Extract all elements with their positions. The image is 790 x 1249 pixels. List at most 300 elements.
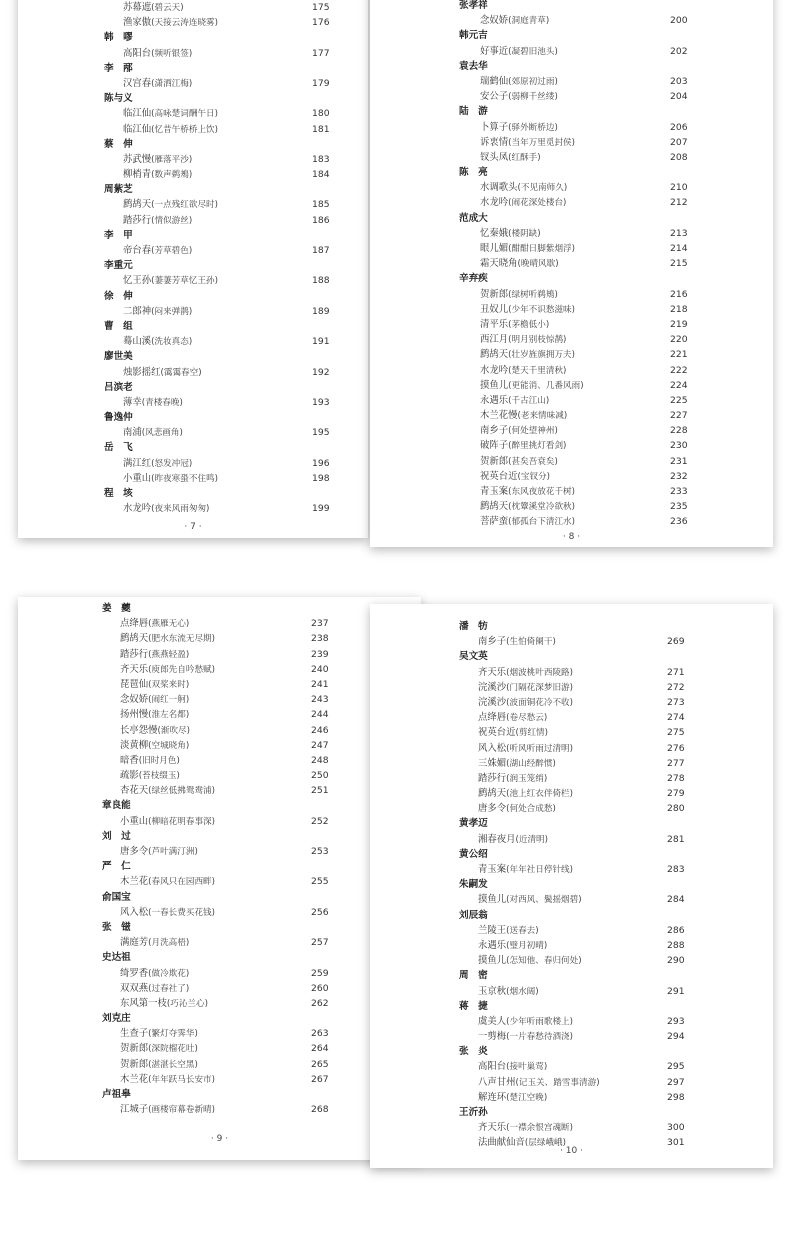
- toc-entry[interactable]: [18, 1026, 421, 1041]
- author-heading: 蔡 伸: [104, 138, 133, 150]
- entry-page-number: 207: [670, 136, 688, 148]
- entry-page-number: 210: [670, 182, 688, 194]
- toc-entry[interactable]: [370, 226, 773, 241]
- poem-title: 长亭怨慢: [120, 724, 158, 736]
- poem-title: 齐天乐: [478, 1122, 507, 1134]
- toc-entries: [18, 0, 368, 516]
- poem-first-line: (燕雁无心): [148, 619, 190, 630]
- toc-entry[interactable]: [370, 741, 773, 756]
- toc-entry[interactable]: [370, 438, 773, 453]
- author-heading: 张 镃: [102, 921, 131, 933]
- toc-entry[interactable]: [18, 197, 368, 212]
- toc-entry[interactable]: [18, 46, 368, 61]
- poem-title: 摸鱼儿: [478, 955, 507, 967]
- entry-page-number: 276: [667, 742, 685, 754]
- poem-title: 临江仙: [123, 108, 152, 120]
- poem-first-line: (层绿峨峨): [524, 1138, 566, 1149]
- poem-title: 摸鱼儿: [478, 894, 507, 906]
- poem-first-line: (卷尽愁云): [506, 713, 548, 724]
- entry-page-number: 259: [311, 967, 329, 979]
- poem-title: 水龙吟: [123, 503, 152, 515]
- toc-entry[interactable]: [370, 393, 773, 408]
- toc-entry[interactable]: [18, 631, 421, 646]
- entry-page-number: 248: [311, 754, 329, 766]
- poem-first-line: (酣酣日脚紫烟浮): [508, 244, 576, 254]
- author-heading: 李重元: [104, 260, 133, 272]
- toc-entry[interactable]: [370, 984, 773, 999]
- toc-entry[interactable]: [18, 273, 368, 288]
- toc-entry[interactable]: [18, 996, 421, 1011]
- author-heading: 俞国宝: [102, 891, 131, 903]
- author-heading: 岳 飞: [104, 442, 133, 454]
- toc-entry[interactable]: [370, 862, 773, 877]
- toc-entry[interactable]: [18, 334, 368, 349]
- entry-page-number: 286: [667, 924, 685, 936]
- toc-entry[interactable]: [18, 0, 368, 15]
- toc-entry[interactable]: [370, 423, 773, 438]
- poem-title: 风入松: [478, 742, 507, 754]
- poem-title: 浣溪沙: [478, 696, 507, 708]
- poem-first-line: (郁孤台下清江水): [508, 517, 576, 528]
- poem-first-line: (天接云涛连晓雾): [151, 18, 219, 29]
- toc-entry[interactable]: [370, 408, 773, 423]
- toc-entry[interactable]: [18, 425, 368, 440]
- toc-entry[interactable]: [18, 723, 421, 738]
- toc-entry[interactable]: [18, 1072, 421, 1087]
- poem-first-line: (双桨来时): [148, 679, 190, 690]
- toc-entry[interactable]: [370, 1029, 773, 1044]
- entry-page-number: 250: [311, 770, 329, 782]
- poem-first-line: (芳草碧色): [151, 246, 193, 256]
- author-heading: 李 邴: [104, 62, 133, 74]
- toc-entry[interactable]: [370, 378, 773, 393]
- entry-page-number: 181: [312, 123, 330, 135]
- entry-page-number: 179: [312, 77, 330, 89]
- poem-first-line: (庾郎先自吟愁赋): [148, 664, 216, 675]
- toc-entry[interactable]: [370, 74, 773, 89]
- poem-title: 江城子: [120, 1104, 149, 1116]
- poem-title: 点绛唇: [478, 712, 507, 724]
- toc-entry[interactable]: [18, 304, 368, 319]
- entry-page-number: 294: [667, 1031, 685, 1043]
- toc-entry[interactable]: [18, 783, 421, 798]
- poem-first-line: (对西风、鬓摇烟碧): [506, 895, 582, 906]
- poem-first-line: (明月别枝惊鹊): [508, 335, 567, 346]
- poem-first-line: (年年跃马长安市): [148, 1074, 216, 1085]
- entry-page-number: 293: [667, 1015, 685, 1027]
- toc-entry[interactable]: [18, 647, 421, 662]
- toc-entry[interactable]: [370, 287, 773, 302]
- entry-page-number: 301: [667, 1137, 685, 1149]
- poem-title: 摸鱼儿: [480, 379, 509, 391]
- poem-first-line: (青楼春晚): [141, 397, 183, 408]
- toc-entry[interactable]: [370, 302, 773, 317]
- poem-first-line: (润玉笼绡): [506, 773, 548, 784]
- poem-title: 淡黄柳: [120, 739, 149, 751]
- page-number: · 9 ·: [210, 1134, 229, 1144]
- poem-title: 鹧鸪天: [478, 788, 507, 800]
- poem-first-line: (情似游丝): [151, 215, 193, 226]
- entry-page-number: 192: [312, 366, 330, 378]
- entry-page-number: 235: [670, 501, 688, 513]
- poem-first-line: (频听银签): [151, 48, 193, 59]
- poem-first-line: (雁落平沙): [151, 154, 193, 165]
- toc-entry[interactable]: [18, 662, 421, 677]
- author-heading: 吴文英: [459, 651, 488, 663]
- poem-first-line: (一春长费买花钱): [148, 907, 216, 918]
- toc-entry[interactable]: [18, 122, 368, 137]
- toc-entry[interactable]: [18, 1057, 421, 1072]
- author-heading: 吕滨老: [104, 381, 133, 393]
- toc-entry[interactable]: [18, 395, 368, 410]
- author-heading: 史达祖: [102, 952, 131, 964]
- toc-entry[interactable]: [18, 692, 421, 707]
- poem-title: 兰陵王: [478, 924, 507, 936]
- entry-page-number: 218: [670, 303, 688, 315]
- toc-entry[interactable]: [18, 1041, 421, 1056]
- entry-page-number: 230: [670, 440, 688, 452]
- toc-entry[interactable]: [18, 707, 421, 722]
- toc-entry[interactable]: [18, 106, 368, 121]
- poem-first-line: (当年万里觅封侯): [508, 137, 576, 148]
- poem-first-line: (茅檐低小): [508, 319, 550, 330]
- toc-entry[interactable]: [370, 695, 773, 710]
- entry-page-number: 295: [667, 1061, 685, 1073]
- poem-first-line: (楚江空晚): [506, 1092, 548, 1103]
- entry-page-number: 208: [670, 151, 688, 163]
- poem-title: 贺新郎: [480, 455, 509, 467]
- entry-page-number: 185: [312, 199, 330, 211]
- poem-first-line: (一襟余恨宫魂断): [506, 1123, 574, 1134]
- poem-title: 琵琶仙: [120, 678, 149, 690]
- toc-entry[interactable]: [370, 771, 773, 786]
- toc-entry[interactable]: [370, 923, 773, 938]
- entry-page-number: 291: [667, 985, 685, 997]
- poem-title: 苏幕遮: [123, 2, 152, 13]
- poem-first-line: (高咏楚词酬午日): [151, 109, 219, 120]
- poem-title: 青玉案: [480, 486, 509, 497]
- toc-entry[interactable]: [18, 365, 368, 380]
- toc-entry[interactable]: [18, 738, 421, 753]
- poem-title: 丑奴儿: [480, 303, 509, 315]
- entry-page-number: 227: [670, 410, 688, 422]
- toc-entry[interactable]: [370, 347, 773, 362]
- poem-first-line: (听风听雨过清明): [506, 743, 574, 754]
- author-heading: 刘辰翁: [459, 909, 488, 921]
- poem-first-line: (郊原初过雨): [508, 76, 558, 87]
- poem-first-line: (近清明): [515, 834, 549, 845]
- poem-title: 一剪梅: [478, 1031, 507, 1043]
- toc-entry[interactable]: [370, 1059, 773, 1074]
- poem-first-line: (昨夜寒蛩不住鸣): [151, 473, 219, 484]
- poem-title: 安公子: [480, 91, 509, 103]
- entry-page-number: 251: [311, 785, 329, 797]
- poem-first-line: (夜来风雨匆匆): [151, 504, 210, 515]
- toc-entry[interactable]: [370, 317, 773, 332]
- poem-first-line: (何处望神州): [508, 426, 558, 437]
- poem-title: 小重山: [123, 472, 152, 484]
- toc-entry[interactable]: [18, 844, 421, 859]
- toc-entry[interactable]: [370, 469, 773, 484]
- toc-entry[interactable]: [18, 501, 368, 516]
- toc-entry[interactable]: [370, 499, 773, 514]
- toc-entry[interactable]: [18, 616, 421, 631]
- poem-title: 西江月: [480, 334, 509, 346]
- poem-first-line: (门隔花深梦旧游): [506, 682, 574, 693]
- toc-entry[interactable]: [18, 471, 368, 486]
- entry-page-number: 196: [312, 457, 330, 469]
- toc-entry[interactable]: [370, 1075, 773, 1090]
- toc-entry[interactable]: [370, 120, 773, 135]
- poem-first-line: (东风夜放花千树): [508, 487, 576, 497]
- toc-page-9: [18, 597, 421, 1160]
- author-heading: 黄公绍: [459, 848, 488, 860]
- poem-first-line: (柳暗花明春事深): [148, 816, 216, 827]
- page-number: · 7 ·: [184, 522, 202, 532]
- toc-entry[interactable]: [370, 725, 773, 740]
- entry-page-number: 278: [667, 772, 685, 784]
- toc-entry[interactable]: [370, 938, 773, 953]
- entry-page-number: 187: [312, 245, 330, 256]
- entry-page-number: 300: [667, 1122, 685, 1134]
- poem-title: 薄幸: [123, 396, 142, 408]
- toc-entry[interactable]: [18, 15, 368, 30]
- toc-entry[interactable]: [370, 786, 773, 801]
- entry-page-number: 228: [670, 425, 688, 437]
- poem-first-line: (甚矣吾衰矣): [508, 456, 558, 467]
- author-heading: 陆 游: [459, 106, 488, 118]
- poem-first-line: (闹红一舸): [148, 695, 190, 706]
- author-heading: 张孝祥: [459, 0, 488, 11]
- toc-entry[interactable]: [18, 243, 368, 258]
- poem-title: 永遇乐: [480, 394, 509, 406]
- poem-title: 鹧鸪天: [480, 501, 509, 513]
- entry-page-number: 273: [667, 696, 685, 708]
- author-heading: 严 仁: [102, 861, 131, 873]
- poem-first-line: (生怕倚阑干): [506, 637, 556, 648]
- page-number: · 8 ·: [562, 532, 581, 542]
- entry-page-number: 279: [667, 788, 685, 800]
- toc-entry[interactable]: [370, 484, 773, 499]
- toc-entry[interactable]: [370, 953, 773, 968]
- entry-page-number: 176: [312, 17, 330, 29]
- toc-entry[interactable]: [18, 874, 421, 889]
- entry-page-number: 280: [667, 803, 685, 815]
- poem-first-line: (波面铜花冷不收): [506, 697, 574, 708]
- poem-first-line: (送春去): [506, 925, 539, 936]
- poem-title: 二郎神: [123, 305, 152, 317]
- poem-first-line: (老来情味减): [517, 411, 568, 422]
- toc-entry[interactable]: [370, 832, 773, 847]
- entry-page-number: 219: [670, 318, 688, 330]
- poem-first-line: (闹花深处楼台): [508, 198, 567, 209]
- poem-title: 木兰花: [120, 1073, 149, 1085]
- entry-page-number: 246: [311, 724, 329, 736]
- entry-page-number: 189: [312, 305, 330, 317]
- poem-title: 瑞鹤仙: [480, 75, 509, 87]
- poem-title: 鹧鸪天: [120, 633, 149, 645]
- entry-page-number: 214: [670, 243, 688, 254]
- toc-entry[interactable]: [370, 801, 773, 816]
- poem-first-line: (壮岁旌旗拥万夫): [508, 350, 576, 361]
- entry-page-number: 195: [312, 427, 330, 439]
- poem-first-line: (千古江山): [508, 395, 550, 406]
- poem-title: 满庭芳: [120, 937, 149, 949]
- toc-entry[interactable]: [18, 1102, 421, 1117]
- entry-page-number: 183: [312, 153, 330, 165]
- poem-first-line: (不见南师久): [517, 183, 568, 194]
- author-heading: 鲁逸仲: [104, 412, 133, 424]
- author-heading: 韩元吉: [459, 30, 488, 42]
- toc-entry[interactable]: [370, 180, 773, 195]
- toc-entry[interactable]: [370, 710, 773, 725]
- toc-entry[interactable]: [18, 753, 421, 768]
- entry-page-number: 175: [312, 2, 330, 13]
- author-heading: 潘 牥: [459, 621, 488, 632]
- toc-entry[interactable]: [370, 892, 773, 907]
- toc-entry[interactable]: [370, 634, 773, 649]
- poem-title: 双双燕: [120, 982, 149, 994]
- toc-entry[interactable]: [370, 89, 773, 104]
- entry-page-number: 256: [311, 906, 329, 918]
- poem-first-line: (一片春愁待酒浇): [506, 1032, 574, 1043]
- toc-entry[interactable]: [18, 76, 368, 91]
- toc-entry[interactable]: [370, 1014, 773, 1029]
- entry-page-number: 281: [667, 833, 685, 845]
- entry-page-number: 233: [670, 486, 688, 497]
- toc-entry[interactable]: [370, 44, 773, 59]
- entry-page-number: 200: [670, 15, 688, 27]
- poem-title: 临江仙: [123, 123, 152, 135]
- toc-entry[interactable]: [370, 13, 773, 28]
- toc-entry[interactable]: [370, 150, 773, 165]
- author-heading: 曹 组: [104, 320, 133, 332]
- toc-page-7: [18, 0, 368, 538]
- toc-entry[interactable]: [18, 167, 368, 182]
- poem-title: 点绛唇: [120, 618, 149, 630]
- author-heading: 陈与义: [104, 93, 133, 105]
- toc-entry[interactable]: [370, 756, 773, 771]
- poem-first-line: (渐吹尽): [157, 725, 191, 736]
- poem-title: 渔家傲: [123, 17, 152, 29]
- entry-page-number: 232: [670, 470, 688, 482]
- toc-entry[interactable]: [18, 905, 421, 920]
- entry-page-number: 236: [670, 516, 688, 528]
- toc-entry[interactable]: [18, 213, 368, 228]
- poem-title: 贺新郎: [120, 1043, 149, 1055]
- entry-page-number: 193: [312, 396, 330, 408]
- poem-title: 永遇乐: [478, 939, 507, 951]
- poem-first-line: (深院榴花吐): [148, 1044, 198, 1055]
- entry-page-number: 260: [311, 982, 329, 994]
- poem-title: 踏莎行: [120, 648, 149, 660]
- poem-title: 苏武慢: [123, 153, 152, 165]
- toc-entry[interactable]: [18, 152, 368, 167]
- entry-page-number: 265: [311, 1058, 329, 1070]
- poem-first-line: (芦叶满汀洲): [148, 847, 198, 857]
- toc-entry[interactable]: [18, 966, 421, 981]
- toc-entry[interactable]: [370, 135, 773, 150]
- toc-entry[interactable]: [370, 241, 773, 256]
- toc-entry[interactable]: [18, 677, 421, 692]
- author-heading: 程 垓: [104, 488, 133, 499]
- entry-page-number: 290: [667, 955, 685, 967]
- poem-title: 齐天乐: [120, 663, 149, 675]
- poem-first-line: (楼阴缺): [508, 228, 541, 239]
- toc-entry[interactable]: [370, 680, 773, 695]
- toc-entry[interactable]: [370, 454, 773, 469]
- poem-title: 唐多令: [478, 803, 507, 815]
- entry-page-number: 191: [312, 336, 330, 348]
- toc-entry[interactable]: [18, 935, 421, 950]
- toc-entry[interactable]: [370, 363, 773, 378]
- entry-page-number: 186: [312, 214, 330, 226]
- entry-page-number: 198: [312, 472, 330, 484]
- toc-entry[interactable]: [370, 1120, 773, 1135]
- poem-title: 南乡子: [480, 425, 509, 437]
- toc-entry[interactable]: [18, 814, 421, 829]
- poem-title: 绮罗香: [120, 967, 149, 979]
- poem-title: 木兰花: [120, 876, 149, 888]
- poem-first-line: (潇洒江梅): [151, 78, 193, 89]
- entry-page-number: 199: [312, 503, 330, 515]
- entry-page-number: 204: [670, 91, 688, 103]
- toc-entry[interactable]: [18, 981, 421, 996]
- entry-page-number: 215: [670, 258, 688, 270]
- entry-page-number: 277: [667, 757, 685, 769]
- author-heading: 周 密: [459, 970, 488, 982]
- poem-first-line: (苔枝缀玉): [138, 771, 180, 782]
- toc-entry[interactable]: [370, 514, 773, 529]
- toc-entry[interactable]: [370, 1090, 773, 1105]
- poem-first-line: (风悲画角): [141, 428, 183, 439]
- entry-page-number: 269: [667, 636, 685, 648]
- entry-page-number: 220: [670, 334, 688, 346]
- author-heading: 章良能: [102, 800, 131, 812]
- poem-title: 风入松: [120, 906, 149, 918]
- entry-page-number: 275: [667, 727, 685, 739]
- toc-page-10: [370, 604, 773, 1168]
- poem-first-line: (怒发冲冠): [151, 458, 193, 469]
- toc-entry[interactable]: [370, 332, 773, 347]
- entry-page-number: 264: [311, 1043, 329, 1055]
- poem-first-line: (旧时月色): [138, 755, 180, 766]
- author-heading: 徐 伸: [104, 290, 133, 302]
- entry-page-number: 225: [670, 394, 688, 406]
- author-heading: 卢祖皋: [102, 1089, 131, 1100]
- poem-first-line: (醉里挑灯看剑): [508, 441, 567, 452]
- toc-entry[interactable]: [370, 665, 773, 680]
- toc-entry[interactable]: [18, 456, 368, 471]
- entry-page-number: 255: [311, 876, 329, 888]
- toc-entry[interactable]: [370, 256, 773, 271]
- toc-page-8: [370, 0, 773, 547]
- poem-first-line: (绿树听鹈鴂): [508, 289, 558, 300]
- entry-page-number: 272: [667, 681, 685, 693]
- poem-first-line: (湖山经醉惯): [506, 758, 556, 769]
- poem-first-line: (萋萋芳草忆王孙): [151, 276, 219, 287]
- entry-page-number: 298: [667, 1091, 685, 1103]
- toc-entry[interactable]: [370, 195, 773, 210]
- toc-entry[interactable]: [18, 768, 421, 783]
- author-heading: 姜 夔: [102, 603, 131, 614]
- entry-page-number: 231: [670, 455, 688, 467]
- entry-page-number: 247: [311, 739, 329, 751]
- poem-title: 玉京秋: [478, 985, 507, 997]
- poem-title: 钗头凤: [480, 151, 509, 163]
- poem-title: 杏花天: [120, 785, 149, 797]
- entry-page-number: 177: [312, 47, 330, 59]
